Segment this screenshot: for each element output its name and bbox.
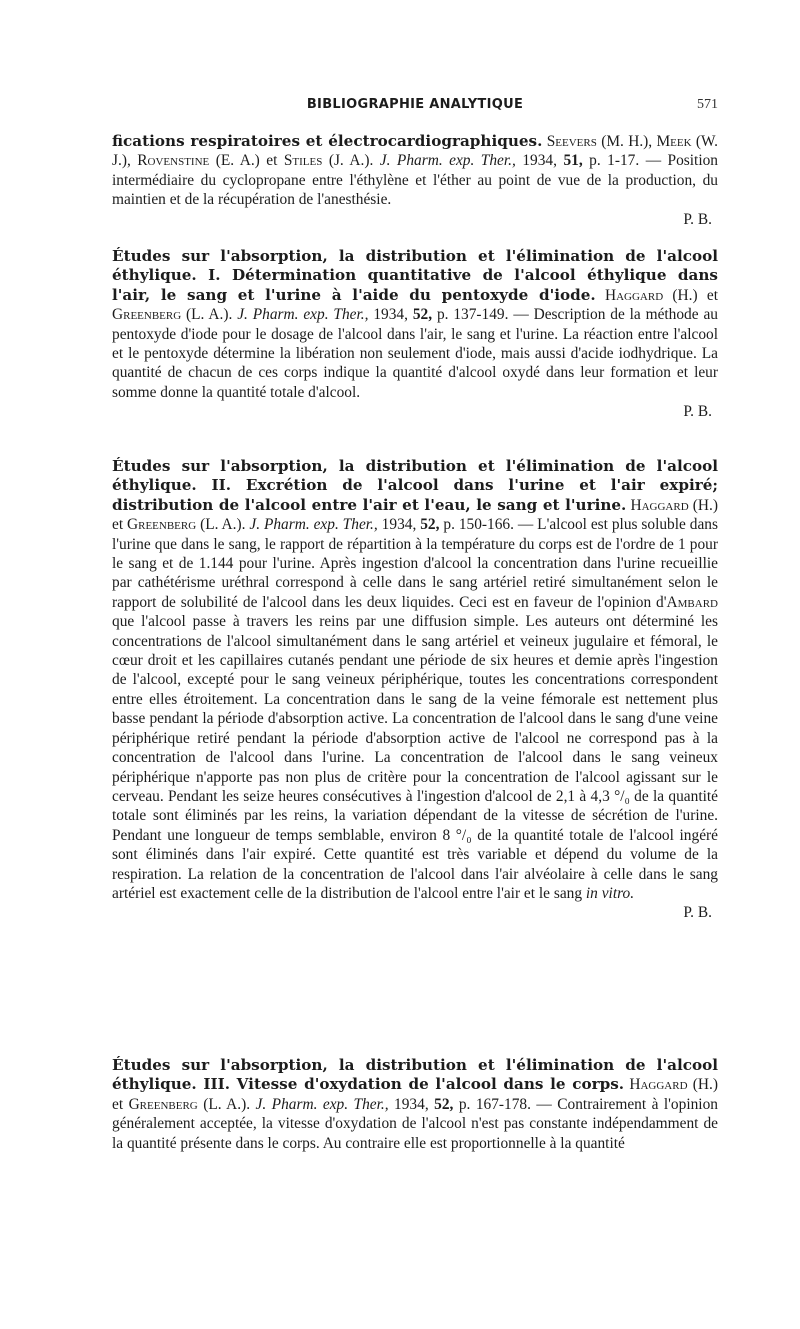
running-head (112, 97, 718, 119)
journal-year: 1934, (522, 152, 557, 170)
author-initials: (E. A.) et (215, 152, 284, 170)
author-initials: (L. A.). (203, 1095, 256, 1113)
entry-signature: P. B. (683, 403, 712, 421)
entry-abstract-continued: que l'alcool passe à travers les reins par une diffusion simple. Les auteurs ont déterminé les concentrations de l'alcool simultanément dans le sang artériel et veineux jugulaire et fémoral, le cœur droit et les capillaires cutanés pendant une période de six heures et demie après l'ingestion de l'alcool, excepté pour le sang veineux périphérique, toutes les concentrations correspondent entre elles étroitement. La concentration dans le sang de la veine fémorale est nettement plus basse pendant la période d'absorption active. La concentration de l'alcool dans le sang d'une veine périphérique retiré pendant la période d'absorption active de l'alcool ne correspond pas à la concentration de l'alcool dans l'urine. La concentration de l'alcool dans le sang veineux périphérique n'apporte pas non plus de critère pour la concentration de l'alcool agissant sur le cerveau. Pendant les seize heures consécutives à l'ingestion d'alcool de 2,1 à 4,3 °/₀ de la quantité totale sont éliminés par les reins, la variation dépendant de la vitesse de sécrétion de l'urine. Pendant une longueur de temps semblable, environ 8 °/₀ de la quantité totale de l'alcool ingéré sont éliminés dans l'air expiré. Cette quantité est très variable et dépend du volume de la respiration. La relation de la concentration de l'alcool dans l'air alvéolaire à celle dans le sang artériel est exactement celle de la distribution de l'alcool entre l'air et le sang (112, 613, 718, 902)
entry-title: fications respiratoires et électrocardiographiques. (112, 132, 543, 150)
bibliography-entry (112, 132, 718, 229)
author-name: Haggard (604, 286, 664, 304)
entry-title: Études sur l'absorption, la distribution et l'élimination de l'alcool éthylique. II. Excrétion de l'alcool dans l'urine et l'air expiré; distribution de l'alcool entre l'air et l'eau, le sang et l'urine. (112, 457, 718, 514)
journal-volume: 52, (434, 1095, 454, 1113)
running-head-title: BIBLIOGRAPHIE ANALYTIQUE (306, 97, 524, 112)
entry-abstract: — L'alcool est plus soluble dans l'urine que dans le sang, le rapport de répartition à la température du corps est de l'ordre de 1 pour le sang et de 1.144 pour l'urine. Après ingestion d'alcool la concentration dans l'urine recueillie par cathétérisme uréthral correspond à celle dans le sang artériel retiré simultanément selon le rapport de solubilité de l'alcool dans les deux liquides. Ceci est en faveur de l'opinion d' (112, 516, 718, 611)
author-name: Haggard (630, 496, 689, 514)
author-name: Greenberg (128, 1095, 198, 1113)
author-name: Haggard (629, 1076, 688, 1094)
journal-name: J. Pharm. exp. Ther., (249, 516, 378, 534)
journal-year: 1934, (381, 516, 417, 534)
entry-title: Études sur l'absorption, la distribution et l'élimination de l'alcool éthylique. I. Détermination quantitative de l'alcool éthylique dans l'air, le sang et l'urine à l'aide du pentoxyde d'iode. (112, 247, 718, 304)
author-initials: (L. A.). (186, 306, 238, 324)
journal-year: 1934, (373, 306, 408, 324)
journal-volume: 51, (563, 152, 583, 170)
entry-abstract: — Contrairement à l'opinion généralement acceptée, la vitesse d'oxydation de l'alcool n'est pas constante indépendamment de la quantité présente dans le corps. Au contraire elle est proportionnelle à la quantité (112, 1095, 718, 1152)
author-name: Meek (656, 133, 692, 150)
author-initials: (L. A.). (200, 516, 250, 534)
author-initials: (H.) et (112, 496, 718, 534)
author-name: Greenberg (127, 516, 197, 534)
journal-volume: 52, (420, 516, 440, 534)
author-name: Rovenstine (137, 152, 210, 170)
author-initials: (H.) et (672, 286, 718, 304)
bibliography-entry (112, 457, 718, 923)
author-name: Seevers (546, 133, 597, 150)
bibliography-entry (112, 1056, 718, 1153)
journal-pages: p. 150-166. (443, 516, 514, 534)
journal-name: J. Pharm. exp. Ther., (255, 1095, 389, 1113)
bibliography-entry (112, 247, 718, 422)
journal-year: 1934, (394, 1095, 429, 1113)
entry-abstract: — Position intermédiaire du cyclopropane entre l'éthylène et l'éther au point de vue de la production, du maintien et de la récupération de l'anesthésie. (112, 152, 719, 209)
page-number: 571 (697, 97, 718, 112)
author-name: Greenberg (112, 306, 182, 324)
italic-phrase: in vitro. (585, 884, 635, 902)
journal-name: J. Pharm. exp. Ther., (237, 306, 369, 324)
entry-signature: P. B. (683, 904, 712, 922)
journal-pages: p. 1-17. (589, 152, 640, 170)
author-initials: (H.) et (112, 1076, 718, 1113)
author-name: Stiles (283, 152, 323, 170)
journal-pages: p. 167-178. (458, 1095, 531, 1113)
entry-title: Études sur l'absorption, la distribution et l'élimination de l'alcool éthylique. III. Vitesse d'oxydation de l'alcool dans le corps. (112, 1056, 718, 1094)
entry-signature: P. B. (683, 210, 712, 228)
entry-abstract: — Description de la méthode au pentoxyde d'iode pour le dosage de l'alcool dans l'air, le sang et l'urine. La réaction entre l'alcool et le pentoxyde détermine la libération non seulement d'iode, mais aussi d'acide iodhydrique. La quantité de chacun de ces corps indique la quantité d'alcool oxydé dans leur formation et leur somme donne la quantité totale d'alcool. (112, 306, 718, 401)
author-initials: (M. H.), (601, 133, 657, 150)
author-initials: (J. A.). (328, 152, 380, 170)
author-initials: (W. J.), (112, 133, 718, 170)
journal-name: J. Pharm. exp. Ther., (379, 152, 516, 170)
journal-volume: 52, (412, 306, 433, 324)
cited-author: Ambard (666, 593, 718, 611)
journal-pages: p. 137-149. (436, 306, 509, 324)
